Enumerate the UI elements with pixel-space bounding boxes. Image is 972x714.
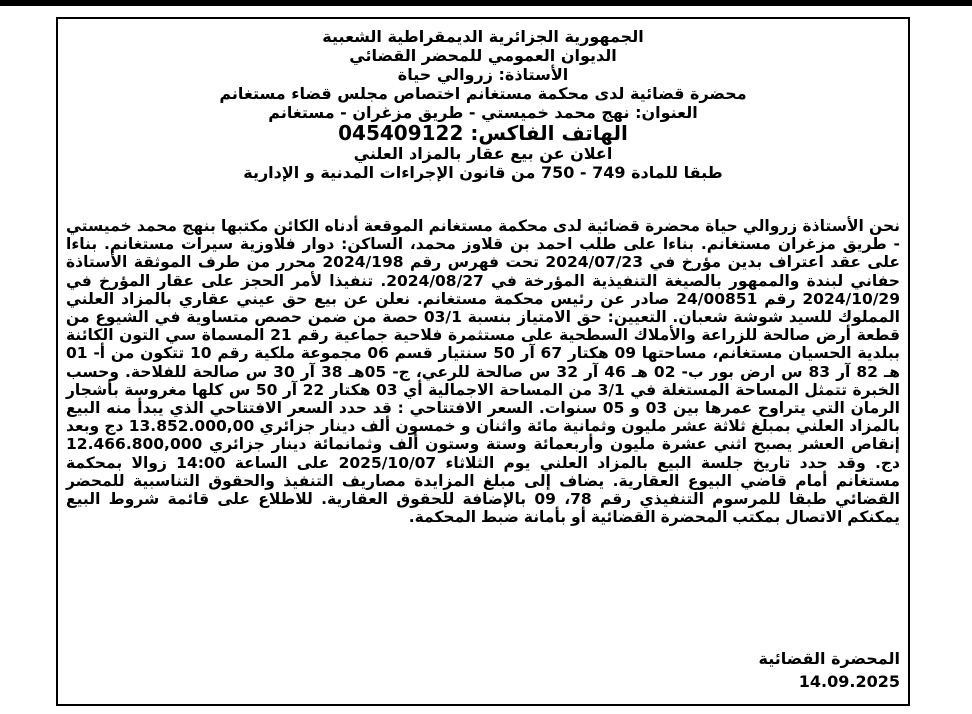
phone-number: 045409122 <box>338 121 464 145</box>
republic-name: الجمهورية الجزائرية الديمقراطية الشعبية <box>322 27 644 46</box>
jurisdiction-line: محضرة قضائية لدى محكمة مستغانم اختصاص مجلس قضاء مستغانم <box>219 84 747 103</box>
legal-basis: طبقا للمادة 749 - 750 من قانون الإجراءات المدنية و الإدارية <box>243 163 723 182</box>
bailiff-name: الأستاذة: زروالي حياة <box>397 65 569 84</box>
notice-header <box>58 27 908 182</box>
address-line: العنوان: نهج محمد خميستي - طريق مزغران - مستغانم <box>268 103 698 122</box>
signature-block <box>66 649 900 692</box>
signature-date: 14.09.2025 <box>798 672 900 691</box>
phone-line <box>58 122 908 144</box>
phone-label: الهاتف الفاكس: <box>470 121 628 145</box>
notice-body: نحن الأستاذة زروالي حياة محضرة قضائية لدى محكمة مستغانم الموقعة أدناه الكائن مكتبها بنهج محمد خميستي - طريق مزغران مستغانم. بناءا على طلب احمد بن قلاوز محمد، الساكن: دوار فلاوزية سيرات مستغانم. بناءا على عقد اعتراف بدين مؤرخ في 2024/07/23 تحت فهرس رقم 2024/198 محرر من طرف الموثقة الأستاذة حفاني لبندة والممهور بالصيغة التنفيذية المؤرخة في 2024/08/27. تنفيذا لأمر الحجز على عقار المؤرخ في 2024/10/29 رقم 24/00851 صادر عن رئيس محكمة مستغانم. نعلن عن بيع حق عيني عقاري بالمزاد العلني المملوك للسيد شوشة شعبان. التعيين: حق الامتياز بنسبة 03/1 حصة من ضمن حصص متساوية في الشيوع من قطعة أرض صالحة للزراعة والأملاك السطحية على مستثمرة فلاحية جماعية رقم 21 المسماة سي التون الكائنة ببلدية الحسيان مستغانم، مساحتها 09 هكتار 67 آر 50 سنتيار قسم 06 مجموعة ملكية رقم 10 تتكون من أ- 01 هـ 82 آر 83 س ارض بور ب- 02 هـ 46 آر 32 س صالحة للرعي، ج- 05هـ 38 آر 30 س صالحة للفلاحة. وحسب الخبرة تتمثل المساحة المستغلة في 3/1 من المساحة الاجمالية أي 03 هكتار 22 آر 50 س كلها مغروسة بأشجار الرمان التي يتراوح عمرها بين 03 و 05 سنوات. السعر الافتتاحي : قد حدد السعر الافتتاحي الذي يبدأ منه البيع بالمزاد العلني بمبلغ ثلاثة عشر مليون وثمانية مائة واثنان و خمسون ألف دينار جزائري 13.852.000,00 دج وبعد إنقاص العشر يصبح اثني عشرة مليون وأربعمائة وستة وستون ألف وثمانمائة دينار جزائري 12.466.800,000 دج. وقد حدد تاريخ جلسة البيع بالمزاد العلني يوم الثلاثاء 2025/10/07 على الساعة 14:00 زوالا بمحكمة مستغانم أمام قاضي البيوع العقارية. يضاف إلى مبلغ المزايدة مصاريف التنفيذ والحقوق التناسبية للمحضر القضائي طبقا للمرسوم التنفيذي رقم 78، 09 بالإضافة للحقوق العقارية. للاطلاع على قائمة شروط البيع يمكنكم الاتصال بمكتب المحضرة القضائية أو بأمانة ضبط المحكمة. <box>66 217 901 527</box>
office-name: الديوان العمومي للمحضر القضائي <box>349 46 617 65</box>
top-rule <box>0 0 972 6</box>
notice-title: اعلان عن بيع عقار بالمزاد العلني <box>353 144 613 163</box>
signature-label: المحضرة القضائية <box>758 649 900 668</box>
notice-frame <box>56 17 910 706</box>
